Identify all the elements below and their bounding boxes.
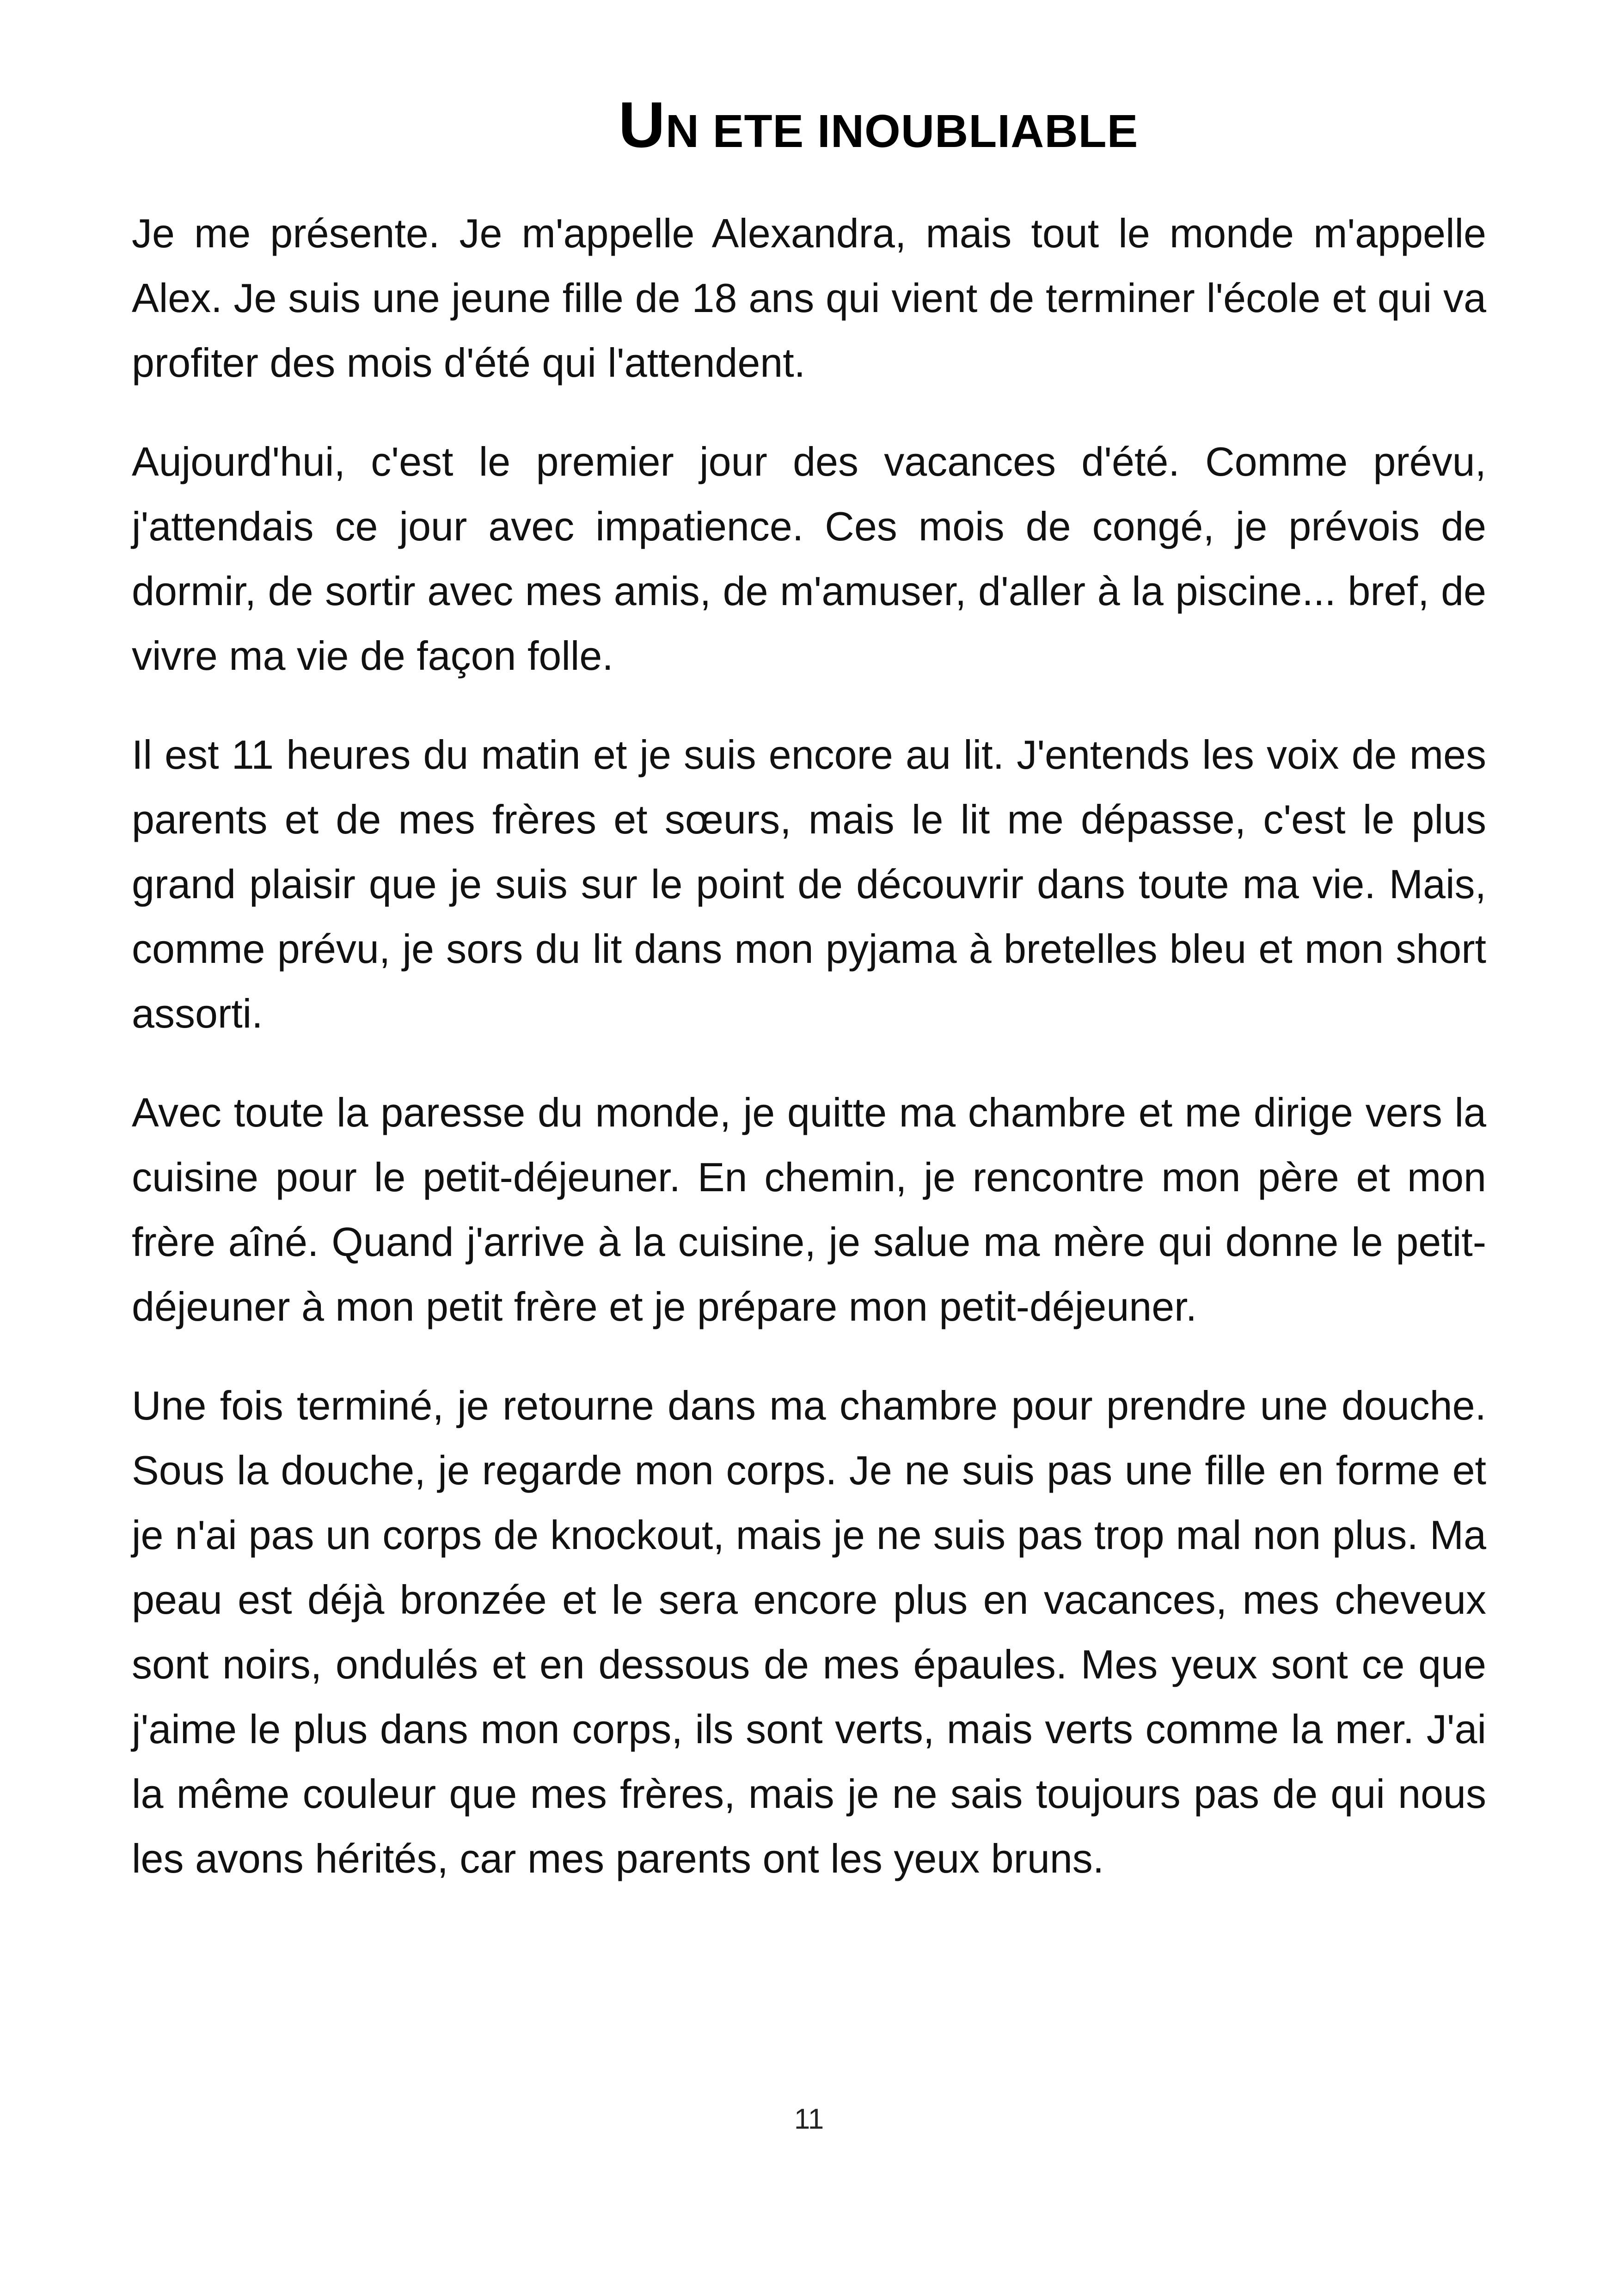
body-text: [132, 201, 1486, 1925]
page-number: 11: [794, 2103, 824, 2135]
paragraph: Je me présente. Je m'appelle Alexandra, mais tout le monde m'appelle Alex. Je suis une jeune fille de 18 ans qui vient de terminer l'école et qui va profiter des mois d'été qui l'attendent.: [132, 210, 1486, 386]
paragraph: Avec toute la paresse du monde, je quitte ma chambre et me dirige vers la cuisine pour le petit-déjeuner. En chemin, je rencontre mon père et mon frère aîné. Quand j'arrive à la cuisine, je salue ma mère qui donne le petit-déjeuner à mon petit frère et je prépare mon petit-déjeuner.: [132, 1090, 1486, 1329]
paragraph: Aujourd'hui, c'est le premier jour des vacances d'été. Comme prévu, j'attendais ce jour avec impatience. Ces mois de congé, je prévois de dormir, de sortir avec mes amis, de m'amuser, d'aller à la piscine... bref, de vivre ma vie de façon folle.: [132, 439, 1486, 679]
paragraph: Il est 11 heures du matin et je suis encore au lit. J'entends les voix de mes parents et de mes frères et sœurs, mais le lit me dépasse, c'est le plus grand plaisir que je suis sur le point de découvrir dans toute ma vie. Mais, comme prévu, je sors du lit dans mon pyjama à bretelles bleu et mon short assorti.: [132, 732, 1486, 1036]
chapter-title-initial: U: [618, 88, 666, 161]
paragraph: Une fois terminé, je retourne dans ma chambre pour prendre une douche. Sous la douche, je regarde mon corps. Je ne suis pas une fille en forme et je n'ai pas un corps de knockout, mais je ne suis pas trop mal non plus. Ma peau est déjà bronzée et le sera encore plus en vacances, mes cheveux sont noirs, ondulés et en dessous de mes épaules. Mes yeux sont ce que j'aime le plus dans mon corps, ils sont verts, mais verts comme la mer. J'ai la même couleur que mes frères, mais je ne sais toujours pas de qui nous les avons hérités, car mes parents ont les yeux bruns.: [132, 1383, 1486, 1881]
chapter-title: [0, 90, 1618, 166]
chapter-title-rest: N ETE INOUBLIABLE: [665, 105, 1139, 157]
